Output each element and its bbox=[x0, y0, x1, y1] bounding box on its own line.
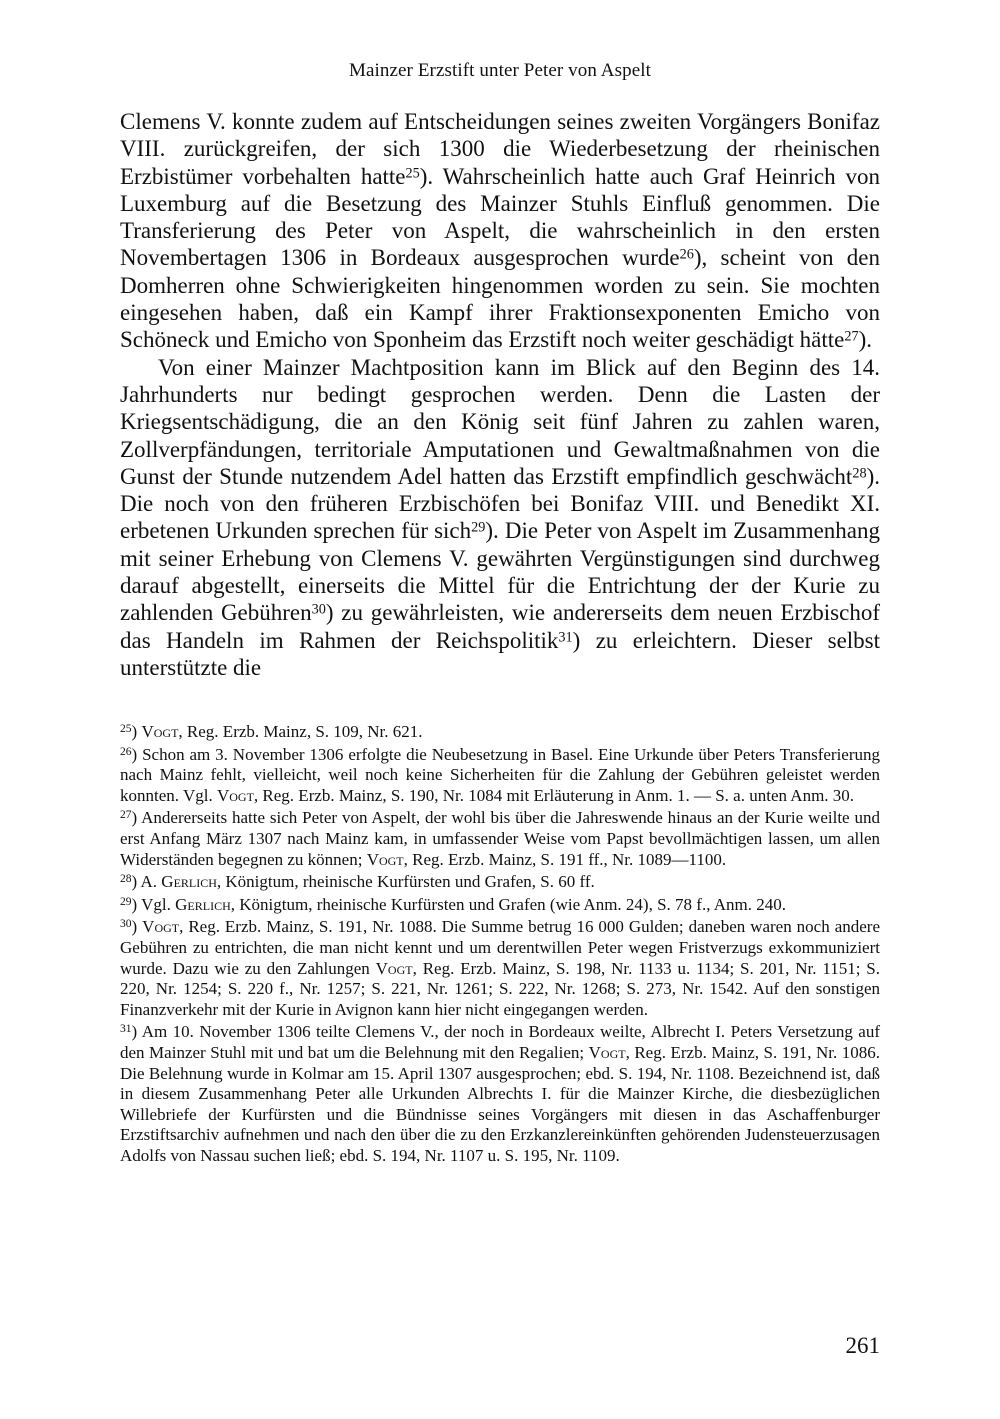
note-text: ) Schon am 3. November 1306 erfolgte die Neubesetzung in Basel. Eine Urkunde über Peters Transferierung nach Mainz fehlt, vielleicht, weil noch keine Sicherheiten für die Zahlung der Gebühren geleistet werden konnten. Vgl. bbox=[120, 744, 880, 805]
note-text: , Reg. Erzb. Mainz, S. 109, Nr. 621. bbox=[178, 722, 423, 741]
author-name: Vogt bbox=[142, 917, 180, 937]
note-text: ) A. bbox=[131, 872, 162, 892]
paragraph-2 bbox=[120, 354, 880, 682]
footnote-ref[interactable]: 29 bbox=[471, 520, 486, 537]
footnotes bbox=[120, 722, 880, 1168]
footnote-28 bbox=[120, 872, 880, 893]
page-number: 261 bbox=[845, 1333, 880, 1358]
note-text: , Königtum, rheinische Kurfürsten und Grafen (wie Anm. 24), S. 78 f., Anm. 240. bbox=[230, 894, 787, 914]
note-text: , Reg. Erzb. Mainz, S. 191 ff., Nr. 1089—1100. bbox=[403, 849, 727, 869]
text-run: ), scheint von den Domherren ohne Schwierigkeiten hingenommen worden zu sein. Sie mochten eingesehen haben, daß ein Kampf ihrer Fraktionsexponenten Emicho von Schöneck und Emicho von Sponheim das Erzstift noch weiter geschädigt hätte bbox=[120, 245, 881, 353]
running-head: Mainzer Erzstift unter Peter von Aspelt bbox=[348, 60, 651, 81]
footnote-number: 25 bbox=[120, 722, 132, 736]
note-text: , Reg. Erzb. Mainz, S. 191, Nr. 1086. Die Belehnung wurde in Kolmar am 15. April 1307 ausgesprochen; ebd. S. 194, Nr. 1108. Bezeichnend ist, daß in diesem Zusammenhang Peter alle Urkunden Albrechts I. für die Mainzer Kirche, die diesbezüglichen Willebriefe der Kurfürsten und die Bündnisse seines Vorgängers mit diesen in das Aschaffenburger Erzstiftsarchiv aufnehmen und nach den über die zu den Erzkanzlereinkünften gehörenden Judensteuerzusagen Adolfs von Nassau suchen ließ; ebd. S. 194, Nr. 1107 u. S. 195, Nr. 1109. bbox=[120, 1042, 880, 1165]
footnote-number: 31 bbox=[120, 1022, 132, 1036]
note-text: ) Am 10. November 1306 teilte Clemens V., der noch in Bordeaux weilte, Albrecht I. Peters Versetzung auf den Mainzer Stuhl mit und bat um die Belehnung mit den Regalien; bbox=[120, 1022, 880, 1062]
author-name: Gerlich bbox=[175, 894, 231, 914]
author-name: Gerlich bbox=[161, 872, 217, 892]
footnote-31 bbox=[120, 1022, 880, 1166]
author-name: Vogt bbox=[141, 722, 179, 741]
footnote-30 bbox=[120, 917, 880, 1020]
note-text: , Reg. Erzb. Mainz, S. 198, Nr. 1133 u. 1134; S. 201, Nr. 1151; S. 220, Nr. 1254; S. 220 f., Nr. 1257; S. 221, Nr. 1261; S. 222, Nr. 1268; S. 273, Nr. 1542. Auf den sonstigen Finanzverkehr mit der Kurie in Avignon kann hier nicht eingegangen werden. bbox=[120, 958, 880, 1019]
author-name: Vogt bbox=[375, 958, 413, 978]
text-run: ). bbox=[858, 327, 872, 353]
footnote-ref[interactable]: 28 bbox=[852, 465, 867, 482]
note-text: , Reg. Erzb. Mainz, S. 190, Nr. 1084 mit Erläuterung in Anm. 1. — S. a. unten Anm. 30. bbox=[253, 785, 855, 805]
footnote-27 bbox=[120, 808, 880, 870]
paragraph-1 bbox=[120, 108, 880, 354]
footnote-ref[interactable]: 30 bbox=[311, 601, 326, 618]
text-run: ). Die noch von den früheren Erzbischöfen bei Bonifaz VIII. und Benedikt XI. erbetenen Urkunden sprechen für sich bbox=[120, 463, 880, 544]
note-text: , Reg. Erzb. Mainz, S. 191, Nr. 1088. Die Summe betrug 16 000 Gulden; daneben waren noch andere Gebühren zu entrichten, die man nicht kennt und um derentwillen Peter wegen Fristverzugs exkommuniziert wurde. Dazu wie zu den Zahlungen bbox=[120, 917, 880, 978]
text-run: ) zu erleichtern. Dieser selbst unterstützte die bbox=[120, 627, 881, 680]
footnote-26 bbox=[120, 745, 880, 807]
footnote-number: 26 bbox=[120, 744, 132, 758]
text-run: Clemens V. konnte zudem auf Entscheidungen seines zweiten Vorgängers Bonifaz VIII. zurückgreifen, der sich 1300 die Wiederbesetzung der rheinischen Erzbistümer vorbehalten hatte bbox=[120, 109, 880, 189]
footnote-ref[interactable]: 31 bbox=[558, 629, 573, 646]
note-text: ) Vgl. bbox=[131, 894, 176, 914]
note-text: ) Andererseits hatte sich Peter von Aspelt, der wohl bis über die Jahreswende hinaus an der Kurie weilte und erst Anfang März 1307 nach Mainz kam, in umfassender Weise vom Papst bevollmächtigen lassen, um allen Widerständen begegnen zu können; bbox=[120, 808, 880, 869]
text-run: Von einer Mainzer Machtposition kann im Blick auf den Beginn des 14. Jahrhunderts nur bedingt gesprochen werden. Denn die Lasten der Kriegsentschädigung, die an den König seit fünf Jahren zu zahlen waren, Zollverpfändungen, territoriale Amputationen und Gewaltmaßnahmen von die Gunst der Stunde nutzendem Adel hatten das Erzstift empfindlich geschwächt bbox=[120, 354, 880, 489]
text-run: ). Die Peter von Aspelt im Zusammenhang mit seiner Erhebung von Clemens V. gewährten Vergünstigungen sind durchweg darauf abgestellt, einerseits die Mittel für die Entrichtung der der Kurie zu zahlenden Gebühren bbox=[120, 518, 880, 626]
author-name: Vogt bbox=[588, 1042, 626, 1062]
footnote-number: 28 bbox=[120, 872, 132, 886]
author-name: Vogt bbox=[216, 785, 254, 805]
note-text: ) bbox=[131, 722, 142, 741]
footnote-29 bbox=[120, 895, 880, 916]
footnote-number: 29 bbox=[120, 894, 132, 908]
footnote-ref[interactable]: 27 bbox=[844, 328, 859, 345]
note-text: , Königtum, rheinische Kurfürsten und Grafen, S. 60 ff. bbox=[216, 872, 595, 892]
footnote-25 bbox=[120, 722, 880, 743]
text-run: ). Wahrscheinlich hatte auch Graf Heinrich von Luxemburg auf die Besetzung des Mainzer Stuhls Einfluß genommen. Die Transferierung des Peter von Aspelt, die wahrscheinlich in den ersten Novembertagen 1306 in Bordeaux ausgesprochen wurde bbox=[120, 163, 880, 271]
main-text bbox=[120, 108, 880, 681]
text-run: ) zu gewährleisten, wie andererseits dem neuen Erzbischof das Handeln im Rahmen der Reichspolitik bbox=[120, 600, 880, 653]
footnote-ref[interactable]: 25 bbox=[405, 165, 420, 182]
author-name: Vogt bbox=[366, 849, 404, 869]
note-text: ) bbox=[131, 917, 143, 937]
footnote-number: 27 bbox=[120, 808, 132, 822]
footnote-ref[interactable]: 26 bbox=[679, 247, 694, 264]
footnote-number: 30 bbox=[120, 917, 132, 931]
